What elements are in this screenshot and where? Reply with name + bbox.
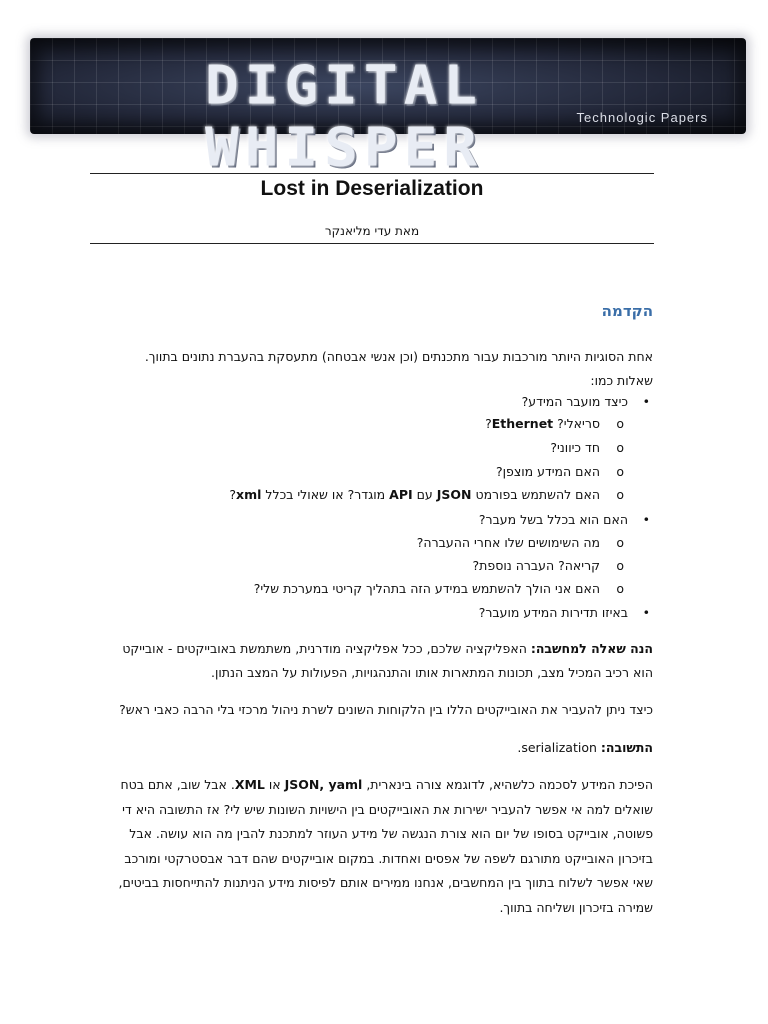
bullet-marker: • bbox=[642, 605, 650, 620]
intro-paragraph bbox=[93, 345, 653, 393]
list-item: האם המידע מוצפן? bbox=[495, 464, 600, 479]
bottom-divider bbox=[90, 243, 654, 244]
list-item: חד כיווני? bbox=[550, 440, 600, 455]
answer-line bbox=[93, 736, 653, 760]
logo: DIGITAL WHISPER bbox=[205, 55, 484, 179]
paragraph-line: הנה שאלה למחשבה: האפליקציה שלכם, ככל אפליקציה מודרנית, משתמשת באובייקטים - אובייקט bbox=[122, 641, 653, 656]
explanation-paragraph bbox=[93, 773, 653, 920]
paragraph-line: בזיכרון האובייקט מתורגם לשפה של אפסים ואחדות. במקום אובייקטים שהם דבר אבסטרקטי ומורכב bbox=[124, 850, 653, 866]
list-item: באיזו תדירות המידע מועבר? bbox=[478, 605, 628, 620]
paragraph-line: פשוטה, אובייקט בסופו של יום הוא צורת הנגשה של מידע העוזר למתכנת להבין מה הוא עושה. אבל bbox=[129, 826, 653, 841]
sub-bullet-marker: o bbox=[616, 581, 624, 596]
article-title: Lost in Deserialization bbox=[260, 177, 484, 200]
sub-bullet-marker: o bbox=[616, 535, 624, 550]
list-item: האם אני הולך להשתמש במידע הזה בתהליך קריטי במערכת שלי? bbox=[253, 581, 600, 596]
sub-bullet-marker: o bbox=[616, 464, 624, 479]
header-banner bbox=[20, 30, 756, 179]
banner-subtitle: Technologic Papers bbox=[576, 110, 708, 125]
paragraph-line: שאי אפשר לשלוח בתווך בין המחשבים, אנחנו ממירים אותם לפיסות מידע הניתנות להתייחסות בביטים, bbox=[118, 875, 653, 890]
list-item: קריאה? העברה נוספת? bbox=[472, 558, 600, 573]
list-item: מה השימושים שלו אחרי ההעברה? bbox=[416, 535, 600, 550]
question-paragraph: כיצד ניתן להעביר את האובייקטים הללו בין הלקוחות השונים לשרת ניהול מרכזי בלי הרבה כאבי ראש? bbox=[119, 702, 653, 717]
paragraph-line: הפיכת המידע לסכמה כלשהיא, לדוגמא צורה בינארית, JSON, yaml או XML. אבל שוב, אתם בטח bbox=[120, 777, 653, 792]
paragraph-line: שואלים למה אי אפשר להעביר ישירות את האובייקטים בין הישויות השונות שיש לי? אז התשובה היא די bbox=[122, 801, 653, 817]
paragraph-label: הנה שאלה למחשבה: bbox=[530, 641, 653, 656]
intro-line-2: שאלות כמו: bbox=[590, 373, 653, 388]
banner-background bbox=[30, 38, 746, 179]
top-divider bbox=[90, 173, 654, 174]
bullet-marker: • bbox=[642, 394, 650, 409]
section-heading: הקדמה bbox=[601, 302, 653, 320]
list-item: כיצד מועבר המידע? bbox=[521, 394, 628, 409]
paragraph-line: שמירה בזיכרון ושליחה בתווך. bbox=[499, 899, 653, 915]
list-item: האם הוא בכלל בשל מעבר? bbox=[478, 512, 628, 527]
answer-value: serialization. bbox=[517, 740, 597, 755]
answer-label: התשובה: bbox=[600, 740, 653, 755]
thought-paragraph bbox=[93, 637, 653, 685]
sub-bullet-marker: o bbox=[616, 416, 624, 431]
list-item: סריאלי? Ethernet? bbox=[485, 416, 600, 431]
sub-bullet-marker: o bbox=[616, 487, 624, 502]
sub-bullet-marker: o bbox=[616, 558, 624, 573]
list-item: האם להשתמש בפורמט JSON עם API מוגדר? או שאולי בכלל xml? bbox=[229, 487, 600, 502]
article-author: מאת עדי מליאנקר bbox=[324, 224, 420, 238]
bullet-marker: • bbox=[642, 512, 650, 527]
intro-line-1: אחת הסוגיות היותר מורכבות עבור מתכנתים (וכן אנשי אבטחה) מתעסקת בהעברת נתונים בתווך. bbox=[144, 349, 653, 364]
sub-bullet-marker: o bbox=[616, 440, 624, 455]
paragraph-line: הוא רכיב המכיל מצב, תכונות המתארות אותו והתנהגויות, הפעולות על המצב הנתון. bbox=[211, 665, 653, 680]
